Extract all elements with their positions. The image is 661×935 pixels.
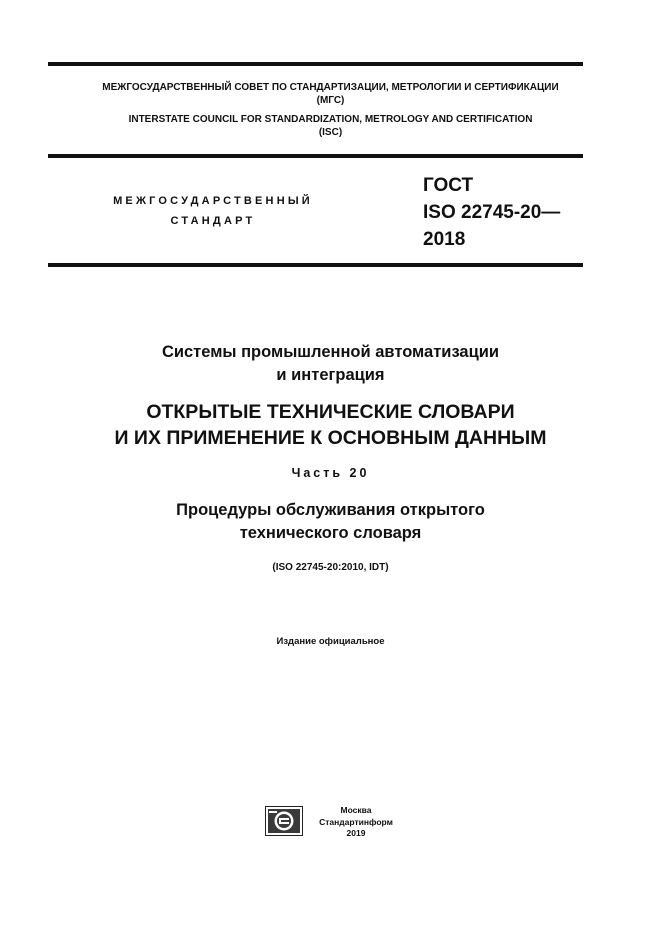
subtitle-line2: и интеграция (276, 366, 385, 384)
standard-type (48, 191, 378, 231)
council-rule (48, 154, 583, 158)
standartinform-logo-icon (265, 806, 303, 836)
part-title-line1: Процедуры обслуживания открытого (176, 501, 485, 519)
council-en-name: INTERSTATE COUNCIL FOR STANDARDIZATION, METROLOGY AND CERTIFICATION (128, 114, 533, 125)
main-title-line1: ОТКРЫТЫЕ ТЕХНИЧЕСКИЕ СЛОВАРИ (146, 401, 515, 423)
iso-reference: (ISO 22745-20:2010, IDT) (272, 562, 389, 573)
imprint-publisher: Стандартинформ (319, 816, 393, 827)
standard-designation (423, 172, 560, 253)
top-rule (48, 62, 583, 66)
council-en-abbr: (ISC) (318, 127, 343, 138)
imprint (311, 805, 401, 840)
header-rule (48, 263, 583, 267)
edition-label: Издание официальное (276, 636, 385, 647)
imprint-city: Москва (340, 805, 372, 815)
main-title-line2: И ИХ ПРИМЕНЕНИЕ К ОСНОВНЫМ ДАННЫМ (114, 427, 547, 449)
council-ru-name: МЕЖГОСУДАРСТВЕННЫЙ СОВЕТ ПО СТАНДАРТИЗАЦИИ, МЕТРОЛОГИИ И СЕРТИФИКАЦИИ (102, 82, 559, 93)
standard-type-line2: СТАНДАРТ (170, 215, 256, 227)
council-ru-abbr: (МГС) (316, 95, 345, 106)
standard-number: ISO 22745-20— (423, 202, 561, 223)
standard-year: 2018 (423, 229, 466, 250)
subtitle-line1: Системы промышленной автоматизации (161, 343, 500, 361)
imprint-year: 2019 (346, 828, 366, 838)
standard-type-line1: МЕЖГОСУДАРСТВЕННЫЙ (113, 195, 313, 207)
part-number: Часть 20 (291, 466, 370, 480)
standard-label: ГОСТ (423, 175, 474, 196)
part-title-line2: технического словаря (239, 524, 422, 542)
